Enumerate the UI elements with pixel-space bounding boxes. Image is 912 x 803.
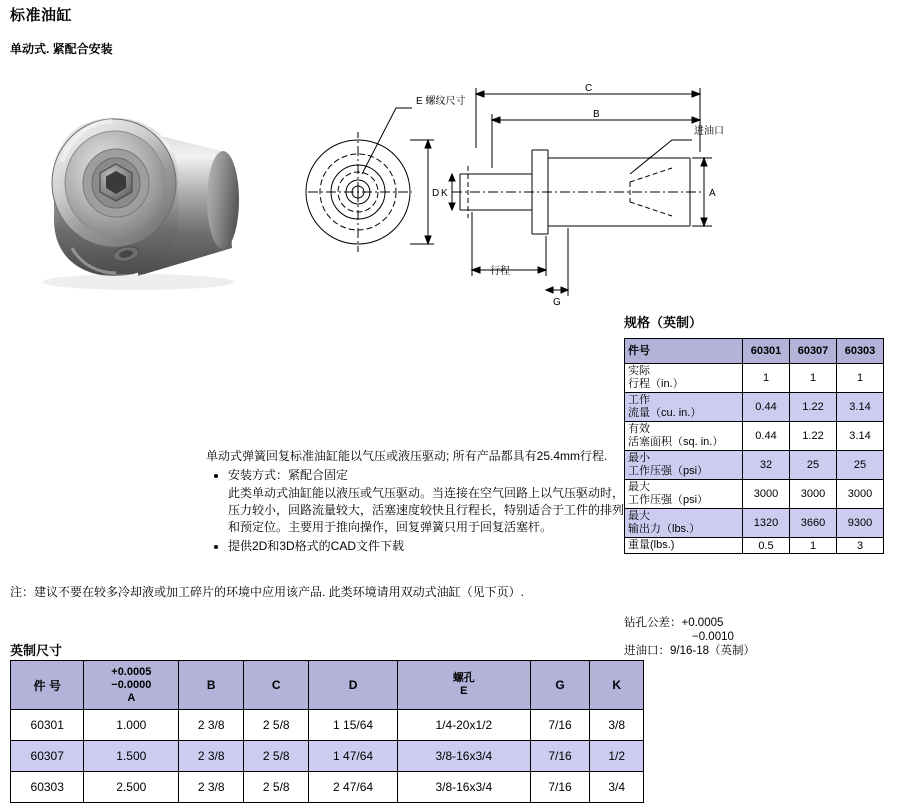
imp-cell-c: 2 5/8 (244, 710, 309, 741)
spec-cell: 1320 (743, 509, 790, 538)
page-subtitle: 单动式. 紧配合安装 (10, 42, 113, 56)
spec-cell: 3000 (837, 480, 884, 509)
feature-list (206, 467, 626, 484)
spec-cell: 1 (790, 538, 837, 554)
imp-cell-g: 7/16 (530, 772, 590, 803)
spec-label-line2: 活塞面积（sq. in.） (628, 436, 724, 448)
imp-cell-d: 2 47/64 (309, 772, 398, 803)
tolerance-line-2: −0.0010 (692, 631, 734, 643)
feature-mounting-detail: 此类单动式油缸能以液压或气压驱动。当连接在空气回路上以气压驱动时，压力较小，回路流量较大，活塞速度较快且行程长，特别适合于工件的排列和预定位。主要用于推向操作，回复弹簧只用于回复活塞杆。 (228, 486, 625, 534)
imp-cell-b: 2 3/8 (179, 710, 244, 741)
spec-row-label (625, 538, 743, 554)
table-row (625, 480, 884, 509)
spec-label-line1: 重量(lbs.) (628, 539, 675, 551)
table-row (625, 451, 884, 480)
spec-table-title: 规格（英制） (624, 315, 703, 330)
spec-row-label (625, 451, 743, 480)
imp-header-e (397, 661, 530, 710)
spec-cell: 3 (837, 538, 884, 554)
spec-header-60301: 60301 (743, 339, 790, 364)
imp-header-g: G (530, 661, 590, 710)
spec-label-line2: 流量（cu. in.） (628, 407, 702, 419)
feature-item-mounting (228, 467, 626, 484)
spec-label-line1: 最大 (628, 510, 650, 522)
tolerance-note (624, 616, 755, 658)
label-K: K (441, 188, 448, 199)
spec-cell: 3000 (790, 480, 837, 509)
label-B: B (593, 109, 600, 120)
spec-label-line2: 输出力（lbs.） (628, 523, 701, 535)
spec-label-line1: 实际 (628, 365, 650, 377)
spec-row-label (625, 509, 743, 538)
imp-header-e-letter: E (460, 685, 468, 697)
table-header-row (625, 339, 884, 364)
table-row (625, 422, 884, 451)
imp-cell-b: 2 3/8 (179, 741, 244, 772)
spec-cell: 1.22 (790, 422, 837, 451)
imp-cell-k: 3/8 (590, 710, 644, 741)
imp-cell-k: 3/4 (590, 772, 644, 803)
imp-header-partno: 件 号 (11, 661, 84, 710)
imp-cell-a: 1.000 (84, 710, 179, 741)
imp-cell-a: 2.500 (84, 772, 179, 803)
table-row (11, 741, 644, 772)
description-block (206, 448, 626, 556)
label-A: A (709, 188, 716, 199)
imp-header-k: K (590, 661, 644, 710)
spec-cell: 3.14 (837, 393, 884, 422)
spec-label-line1: 工作 (628, 394, 650, 406)
spec-cell: 1.22 (790, 393, 837, 422)
spec-label-line1: 最小 (628, 452, 650, 464)
imp-cell-g: 7/16 (530, 741, 590, 772)
spec-cell: 0.5 (743, 538, 790, 554)
imp-cell-partno: 60303 (11, 772, 84, 803)
spec-label-line2: 行程（in.） (628, 378, 684, 390)
spec-cell: 3000 (743, 480, 790, 509)
table-row (11, 710, 644, 741)
imp-cell-e: 3/8-16x3/4 (397, 772, 530, 803)
imp-cell-d: 1 47/64 (309, 741, 398, 772)
spec-header-60307: 60307 (790, 339, 837, 364)
imp-cell-partno: 60307 (11, 741, 84, 772)
spec-cell: 1 (837, 364, 884, 393)
label-stroke: 行程 (490, 266, 510, 277)
imp-header-a-plus: +0.0005 (111, 665, 152, 678)
page-title: 标准油缸 (10, 7, 73, 24)
imp-cell-k: 1/2 (590, 741, 644, 772)
spec-label-line2: 工作压强（psi） (628, 465, 709, 477)
feature-cad-label: 提供2D和3D格式的CAD文件下载 (228, 539, 405, 553)
table-row (625, 538, 884, 554)
spec-cell: 3.14 (837, 422, 884, 451)
spec-row-label (625, 393, 743, 422)
imp-cell-a: 1.500 (84, 741, 179, 772)
spec-label-line1: 最大 (628, 481, 650, 493)
imp-header-e-label: 螺孔 (452, 672, 475, 684)
label-D: D (432, 188, 440, 199)
table-row (625, 364, 884, 393)
label-C: C (585, 83, 593, 94)
label-thread: E 螺纹尺寸 (416, 96, 466, 107)
table-row (11, 772, 644, 803)
tolerance-line-1: 钻孔公差：+0.0005 (624, 617, 724, 629)
spec-label-line1: 有效 (628, 423, 650, 435)
spec-cell: 1 (743, 364, 790, 393)
spec-cell: 0.44 (743, 393, 790, 422)
imperial-table-title: 英制尺寸 (10, 643, 63, 658)
imperial-dimensions-table (10, 660, 644, 803)
spec-cell: 3660 (790, 509, 837, 538)
spec-cell: 0.44 (743, 422, 790, 451)
imp-cell-e: 3/8-16x3/4 (397, 741, 530, 772)
spec-cell: 32 (743, 451, 790, 480)
spec-header-partno: 件号 (625, 339, 743, 364)
imp-header-a-minus: −0.0000 (111, 678, 152, 691)
application-note: 注：建议不要在较多冷却液或加工碎片的环境中应用该产品. 此类环境请用双动式油缸（见下页）. (10, 585, 525, 599)
imp-header-a (84, 661, 179, 710)
imp-cell-c: 2 5/8 (244, 741, 309, 772)
spec-label-line2: 工作压强（psi） (628, 494, 709, 506)
imp-header-a-letter: A (127, 691, 136, 704)
imp-cell-d: 1 15/64 (309, 710, 398, 741)
product-photo (18, 78, 286, 293)
label-inlet: 进油口 (694, 126, 724, 137)
spec-cell: 25 (837, 451, 884, 480)
table-row (625, 509, 884, 538)
table-header-row (11, 661, 644, 710)
imp-header-d: D (309, 661, 398, 710)
table-row (625, 393, 884, 422)
imp-header-c: C (244, 661, 309, 710)
engineering-drawing (300, 62, 840, 307)
feature-item-cad (228, 538, 626, 555)
spec-row-label (625, 364, 743, 393)
spec-cell: 1 (790, 364, 837, 393)
spec-cell: 9300 (837, 509, 884, 538)
imp-cell-e: 1/4-20x1/2 (397, 710, 530, 741)
imp-cell-partno: 60301 (11, 710, 84, 741)
imp-header-b: B (179, 661, 244, 710)
feature-mounting-label: 安装方式：紧配合固定 (228, 468, 349, 482)
spec-row-label (625, 480, 743, 509)
tolerance-line-3: 进油口：9/16-18（英制） (624, 645, 756, 657)
feature-list-2 (206, 538, 626, 555)
imp-cell-c: 2 5/8 (244, 772, 309, 803)
description-intro: 单动式弹簧回复标准油缸能以气压或液压驱动; 所有产品都具有25.4mm行程. (206, 449, 608, 463)
spec-row-label (625, 422, 743, 451)
imp-cell-g: 7/16 (530, 710, 590, 741)
spec-cell: 25 (790, 451, 837, 480)
spec-header-60303: 60303 (837, 339, 884, 364)
imp-cell-b: 2 3/8 (179, 772, 244, 803)
spec-table (624, 338, 884, 554)
label-G: G (553, 297, 561, 308)
